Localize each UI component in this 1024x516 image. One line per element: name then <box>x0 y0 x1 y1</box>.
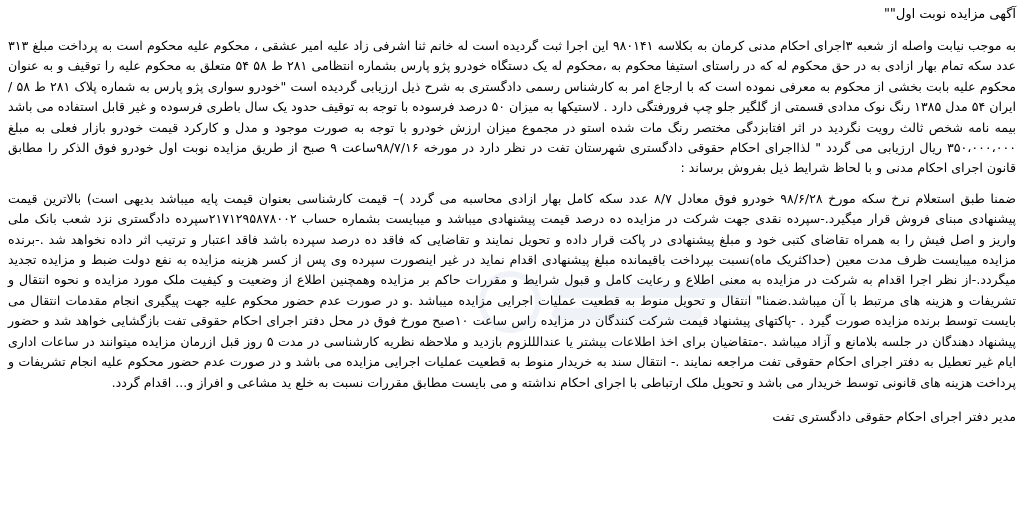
notice-title: آگهی مزایده نوبت اول"" <box>883 7 1016 22</box>
notice-paragraph-1: به موجب نیابت واصله از شعبه ۳اجرای احکام مدنی کرمان به بکلاسه ۹۸۰۱۴۱ این اجرا ثبت گردیده است له خانم ثنا اشرفی زاد علیه امیر عشقی ، محکوم علیه محکوم است به پرداخت مبلغ ۳۱۳ عدد سکه تمام بهار ازادی به در حق محکوم له که در راستای استیفا محکوم به ،محکوم له یک دستگاه خودرو پژو پارس بشماره انتظامی ۲۸۱ ط ۵۸ ۵۴ متعلق به محکوم علیه را توقیف و به عنوان محکوم علیه بابت بخشی از محکوم به معرفی نموده است که با ارجاع امر به کارشناس رسمی دادگستری به شرح ذیل ارزیابی گردیده است "خودرو سواری پژو پارس به شماره پلاک ۲۸۱ ط ۵۸ /ایران ۵۴ مدل ۱۳۸۵ رنگ نوک مدادی قسمتی از گلگیر جلو چپ فرورفتگی دارد . لاستیکها به میزان ۵۰ درصد فرسوده با توجه به توقیف حدود یک سال باطری فرسوده و غیر قابل استفاده می باشد بیمه نامه شخص ثالث رویت نگردید در اثر افتابزدگی مختصر رنگ مات شده استو در مجموع میزان ارزش خودرو با توجه به صورت موجود و مدل و کارکرد قیمت خودرو بازار فعلی به مبلغ ۳۵۰،۰۰۰،۰۰۰ ریال ارزیابی می گردد " لذااجرای احکام حقوقی دادگستری شهرستان تفت در نظر دارد در مورخه ۹۸/۷/۱۶ساعت ۹ صبح از طریق مزایده نوبت اول خودرو فوق الذکر را مطابق قانون اجرای احکام مدنی و با لحاظ شرایط ذیل بفروش برساند : <box>8 38 1017 176</box>
notice-paragraph-2: ضمنا طبق استعلام نرخ سکه مورخ ۹۸/۶/۲۸ خودرو فوق معادل ۸/۷ عدد سکه کامل بهار ازادی محاسبه می گردد )– قیمت کارشناسی بعنوان قیمت پایه میباشد بدیهی است) بالاترین قیمت پیشنهادی مبنای فروش قرار میگیرد.-سپرده نقدی جهت شرکت در مزایده ده درصد قیمت پیشنهادی میباشد و میبایست بشماره حساب ۲۱۷۱۲۹۵۸۷۸۰۰۲سپرده دادگستری نزد شعب بانک ملی واریز و اصل فیش را به همراه تقاضای کتبی خود و مبلغ پیشنهادی در پاکت قرار داده و تحویل نمایند و تقاضایی که فاقد ده درصد سپرده باشد فاقد اعتبار و ترتیب اثر داده نخواهد شد .-برنده مزایده میبایست ظرف مدت معین (حداکثریک ماه)نسبت بپرداخت باقیمانده مبلغ پیشنهادی اقدام نماید در غیر اینصورت سپرده وی پس از کسر هزینه مزایده به نفع دولت ضبط و مزایده تجدید میگردد.-از نظر اجرا اقدام به شرکت در مزایده به معنی اطلاع و رعایت کامل و قبول شرایط و مقررات حاکم بر مزایده وهمچنین اطلاع از وضعیت و کیفیت ملک مورد مزایده و نحوه انتقال و تشریفات و هزینه های مرتبط با آن میباشد.ضمنا" انتقال و تحویل منوط به قطعیت عملیات اجرایی مزایده میباشد .و در صورت عدم حضور محکوم علیه جهت پیگیری انجام مقدمات انتقال می بایست توسط برنده مزایده صورت گیرد . -پاکتهای پیشنهاد قیمت شرکت کنندگان در مزایده راس ساعت ۱۰صبح مورخ فوق در محل دفتر اجرای احکام حقوقی تفت بازگشایی خواهد شد و حضور پیشنهاد دهندگان در جلسه بلامانع و آزاد میباشد .-متقاضیان برای اخذ اطلاعات بیشتر یا عندالللزوم بازدید و ملاحظه نظریه کارشناسی در مدت ۵ روز قبل ازرمان مزایده میتوانند در ساعات اداری ایام غیر تعطیل به دفتر اجرای احکام حقوقی تفت مراجعه نمایند .- انتقال سند به خریدار منوط به قطعیت عملیات اجرایی مزایده می باشد و در صورت عدم حضور محکوم علیه انجام تشریفات و پرداخت هزینه های قانونی توسط خریدار می باشد و تحویل ملک ارتباطی با اجرای احکام نداشته و می بایست مطابق مقررات نسبت به خلع ید مشاعی و افراز و... اقدام گردد. <box>8 190 1016 390</box>
signature-line: مدیر دفتر اجرای احکام حقوقی دادگستری تفت <box>772 408 1016 424</box>
